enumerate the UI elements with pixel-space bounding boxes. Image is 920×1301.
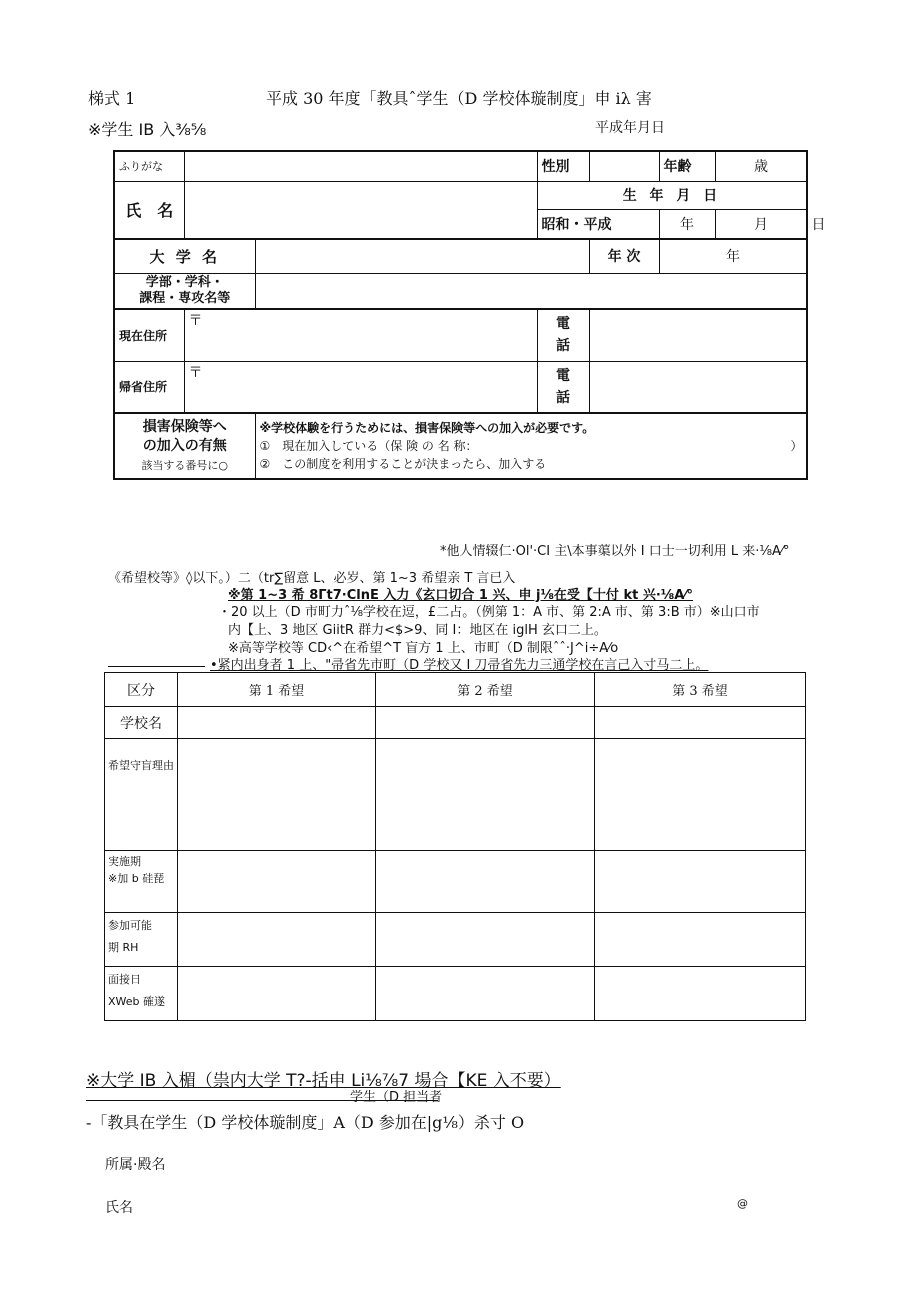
birth-year-unit: 年 bbox=[659, 209, 715, 239]
interview-label-line1: 面接日 bbox=[108, 973, 141, 986]
wish-1-header: 第 1 希望 bbox=[178, 673, 376, 707]
wish-table bbox=[104, 672, 806, 1021]
availability-wish-2[interactable] bbox=[376, 913, 595, 967]
period-label-line1: 実施期 bbox=[108, 855, 141, 868]
name-label: 氏 名 bbox=[114, 181, 184, 239]
current-phone-field[interactable] bbox=[589, 309, 807, 361]
home-phone-label bbox=[537, 361, 589, 413]
reason-wish-1[interactable] bbox=[178, 739, 376, 851]
confirmation-text: -「教具在学生（D 学校体璇制度」A（D 参加在|g⅛）杀寸 O bbox=[86, 1113, 525, 1132]
university-section-title: ※大学 IB 入楣（祟内大学 T?-括申 Li⅛⅞7 場合【KE 入不要） bbox=[86, 1071, 561, 1091]
gender-field[interactable] bbox=[589, 151, 659, 181]
reason-wish-3[interactable] bbox=[595, 739, 806, 851]
furigana-label: ふりがな bbox=[114, 151, 184, 181]
faculty-field[interactable] bbox=[255, 273, 807, 309]
insurance-option-2[interactable]: ② この制度を利用することが決まったら、加入する bbox=[259, 457, 547, 471]
phone-char-2: 話 bbox=[556, 338, 570, 355]
form-date: 平成年月日 bbox=[595, 120, 665, 136]
personal-info-table: ふりがな 性別 年齢 歳 氏 名 生 年 月 日 昭和・平成 年 月 日 大 学 名 年 次 年 学部・学科・ 課程・専攻名等 現在住所 〒 電 話 帰省住所 〒 電 話 損害保険等へ の加入の有無 該当する番号に○ ※学校体験を行うためには、損害保険等への加入が必要です。 ① 現在加入している（保 険 の 名 称： ） ② この制度を利用することが決まったら、加入する bbox=[113, 150, 808, 480]
school-name-label: 学校名 bbox=[105, 707, 178, 739]
availability-label-line1: 参加可能 bbox=[108, 919, 152, 932]
reason-wish-2[interactable] bbox=[376, 739, 595, 851]
wish-intro: 《希望校等》◊以下。）二（tr∑留意 L、必岁、第 1~3 希望亲 T 言已入 bbox=[108, 571, 516, 586]
insurance-label-line3: 該当する番号に○ bbox=[141, 458, 229, 472]
insurance-field[interactable] bbox=[255, 413, 807, 479]
wish-col-header: 区分 bbox=[105, 673, 178, 707]
seal-mark: @ bbox=[737, 1197, 748, 1210]
gender-label: 性別 bbox=[537, 151, 589, 181]
insurance-note: ※学校体験を行うためには、損害保険等への加入が必要です。 bbox=[259, 421, 595, 435]
interview-wish-1[interactable] bbox=[178, 967, 376, 1021]
availability-wish-1[interactable] bbox=[178, 913, 376, 967]
form-subtitle: ※学生 IB 入⅜⅝ bbox=[88, 120, 207, 139]
availability-label-line2: 期 RH bbox=[108, 941, 139, 954]
privacy-note: *他人情辍仁·Ol'·CI 主\本事蕖以外 I 口士一切利用 L 来·⅛A⁄° bbox=[440, 544, 790, 559]
phone-char-1: 電 bbox=[556, 367, 570, 384]
note-underline bbox=[108, 666, 205, 667]
interview-label-line2: XWeb 確遂 bbox=[108, 995, 166, 1008]
wish-bold-note: ※第 1~3 希 8Γt7·ClnE 入力《玄口切合 1 兴、申 j⅛在受【十付 kt 兴·⅛A⁄° bbox=[228, 588, 693, 603]
period-label bbox=[105, 851, 178, 913]
period-wish-3[interactable] bbox=[595, 851, 806, 913]
home-phone-field[interactable] bbox=[589, 361, 807, 413]
staff-label: 学生（D 担当者 bbox=[350, 1090, 443, 1105]
insurance-option-1-close: ） bbox=[790, 439, 803, 453]
availability-label bbox=[105, 913, 178, 967]
reason-label: 希望守盲理由 bbox=[105, 739, 178, 851]
grade-label: 年 次 bbox=[589, 239, 659, 273]
age-label: 年齢 bbox=[659, 151, 715, 181]
interview-wish-2[interactable] bbox=[376, 967, 595, 1021]
home-address-field[interactable] bbox=[184, 361, 537, 413]
interview-label bbox=[105, 967, 178, 1021]
period-wish-1[interactable] bbox=[178, 851, 376, 913]
insurance-option-1[interactable] bbox=[260, 437, 803, 455]
faculty-label-line1: 学部・学科・ bbox=[145, 274, 224, 290]
furigana-field[interactable] bbox=[184, 151, 537, 181]
postal-mark: 〒 bbox=[188, 364, 203, 381]
insurance-label bbox=[114, 413, 255, 479]
current-address-field[interactable] bbox=[184, 309, 537, 361]
era-label: 昭和・平成 bbox=[537, 209, 659, 239]
affiliation-label: 所属·殿名 bbox=[105, 1157, 166, 1173]
wish-note-line2: 内【上、3 地区 GiitR 群力<$>9、同 I：地区在 iglH 玄口二上。 bbox=[228, 623, 607, 638]
school-name-wish-1[interactable] bbox=[178, 707, 376, 739]
interview-wish-3[interactable] bbox=[595, 967, 806, 1021]
wish-3-header: 第 3 希望 bbox=[595, 673, 806, 707]
home-address-label: 帰省住所 bbox=[114, 361, 184, 413]
current-phone-label bbox=[537, 309, 589, 361]
faculty-label-line2: 課程・専攻名等 bbox=[139, 290, 231, 306]
phone-char-2: 話 bbox=[556, 389, 570, 406]
university-label: 大 学 名 bbox=[114, 239, 255, 273]
phone-char-1: 電 bbox=[556, 316, 570, 333]
insurance-option-1-text: ① 現在加入している（保 険 の 名 称： bbox=[259, 439, 478, 453]
wish-2-header: 第 2 希望 bbox=[376, 673, 595, 707]
name-field[interactable] bbox=[184, 181, 537, 239]
school-name-wish-3[interactable] bbox=[595, 707, 806, 739]
wish-note-line1: ・20 以上（D 市町力ˆ⅛学校在逗，£二占。（例第 1：A 市、第 2:A 市、第 3:B 市）※山口市 bbox=[218, 605, 760, 620]
age-unit: 歳 bbox=[715, 151, 807, 181]
period-label-line2: ※加 b 硅琵 bbox=[108, 872, 165, 885]
wish-note-line3: ※高等学校等 CD‹^在希望^T 盲方 1 上、市町（D 制限ˆˆ·J^i÷A⁄o bbox=[228, 641, 619, 656]
school-name-wish-2[interactable] bbox=[376, 707, 595, 739]
faculty-label bbox=[114, 273, 255, 309]
birth-month-unit: 月 bbox=[715, 209, 807, 239]
insurance-label-line2: の加入の有無 bbox=[142, 437, 227, 454]
form-number: 梯式 1 bbox=[88, 89, 136, 108]
postal-mark: 〒 bbox=[188, 313, 203, 329]
form-title: 平成 30 年度「教具ˆ学生（D 学校体璇制度」申 iλ 害 bbox=[266, 89, 652, 108]
university-field[interactable] bbox=[255, 239, 589, 273]
birthdate-label: 生 年 月 日 bbox=[537, 181, 807, 209]
insurance-label-line1: 損害保険等へ bbox=[142, 418, 227, 435]
current-address-label: 現在住所 bbox=[114, 309, 184, 361]
staff-name-label: 氏名 bbox=[105, 1200, 133, 1216]
period-wish-2[interactable] bbox=[376, 851, 595, 913]
wish-note-line4: •紧内出身者 1 上、"帚省先市町（D 学校又 I 刀帚省先力三通学校在言己入寸马二上。 bbox=[210, 658, 709, 673]
availability-wish-3[interactable] bbox=[595, 913, 806, 967]
grade-unit: 年 bbox=[659, 239, 807, 273]
